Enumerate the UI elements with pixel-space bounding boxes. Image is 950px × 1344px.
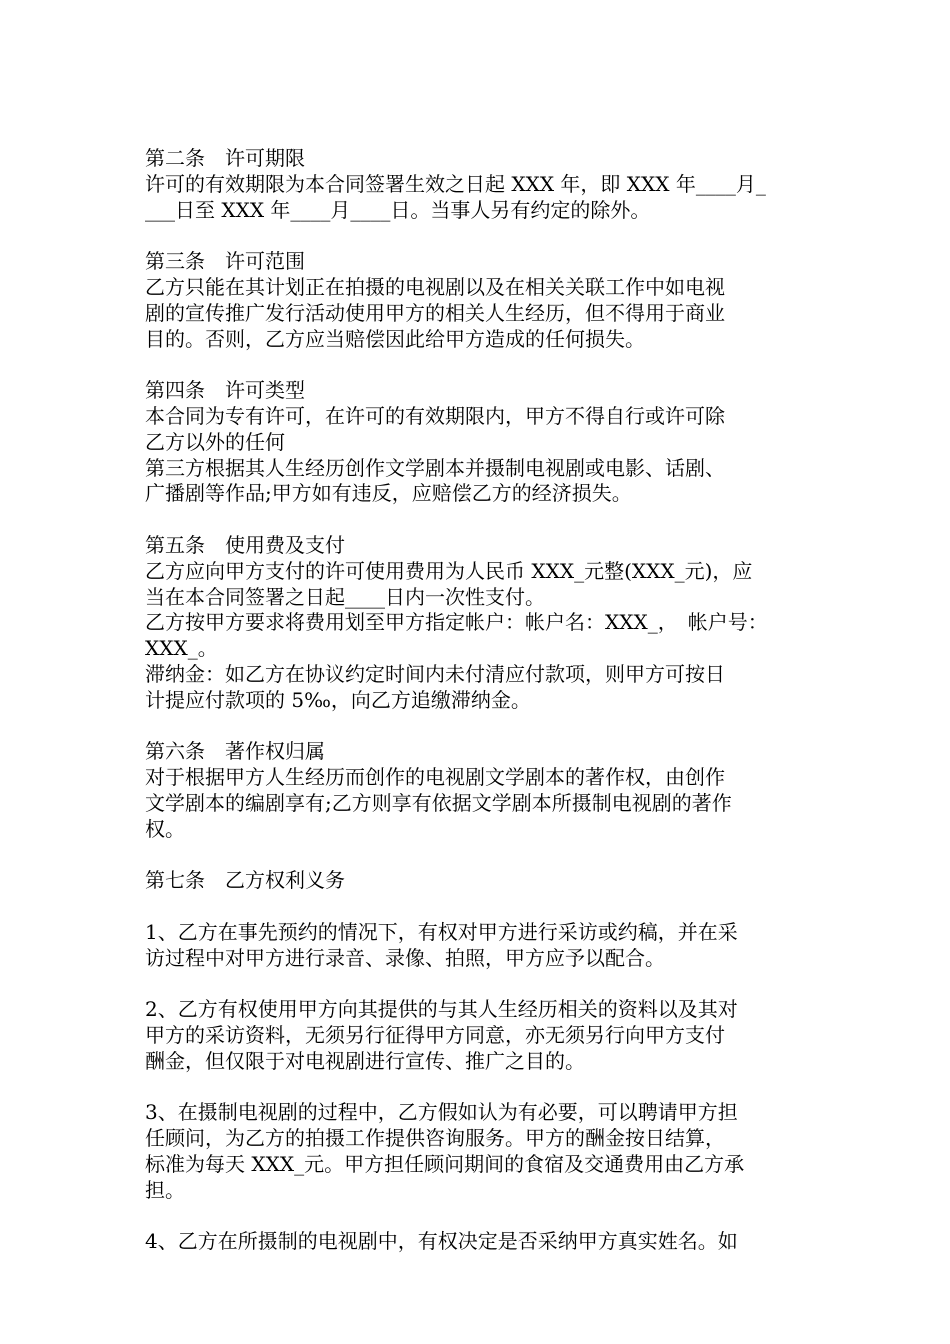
text-line: 甲方的采访资料，无须另行征得甲方同意，亦无须另行向甲方支付 <box>145 1023 725 1048</box>
text-line: 3、在摄制电视剧的过程中，乙方假如认为有必要，可以聘请甲方担 <box>145 1100 738 1125</box>
text-line: 计提应付款项的 5‰，向乙方追缴滞纳金。 <box>145 687 531 712</box>
document-body <box>145 146 815 1255</box>
text-line: 任顾问，为乙方的拍摄工作提供咨询服务。甲方的酬金按日结算， <box>145 1126 725 1151</box>
text-line: 4、乙方在所摄制的电视剧中，有权决定是否采纳甲方真实姓名。如 <box>145 1229 738 1254</box>
text-line: 权。 <box>145 816 185 841</box>
text-line: 酬金，但仅限于对电视剧进行宣传、推广之目的。 <box>145 1048 585 1073</box>
text-line: 1、乙方在事先预约的情况下，有权对甲方进行采访或约稿，并在采 <box>145 919 738 944</box>
text-line: 第五条 使用费及支付 <box>145 532 345 557</box>
text-line: 第三方根据其人生经历创作文学剧本并摄制电视剧或电影、话剧、 <box>145 455 725 480</box>
text-line: 对于根据甲方人生经历而创作的电视剧文学剧本的著作权，由创作 <box>145 765 725 790</box>
text-line: 访过程中对甲方进行录音、录像、拍照，甲方应予以配合。 <box>145 945 665 970</box>
text-line: 乙方只能在其计划正在拍摄的电视剧以及在相关关联工作中如电视 <box>145 274 725 299</box>
text-line: 第六条 著作权归属 <box>145 739 325 764</box>
text-line: 第二条 许可期限 <box>145 146 305 170</box>
text-line: 广播剧等作品;甲方如有违反，应赔偿乙方的经济损失。 <box>145 481 632 506</box>
text-line: 乙方以外的任何 <box>145 429 285 454</box>
text-line: 2、乙方有权使用甲方向其提供的与其人生经历相关的资料以及其对 <box>145 997 738 1022</box>
blank-line <box>145 894 815 920</box>
text-line: 乙方按甲方要求将费用划至甲方指定帐户：帐户名：XXX_， 帐户号： <box>145 610 768 635</box>
text-line: 第四条 许可类型 <box>145 378 305 403</box>
text-line: 担。 <box>145 1177 185 1202</box>
blank-line <box>145 507 815 533</box>
text-line: 乙方应向甲方支付的许可使用费用为人民币 XXX_元整(XXX_元)，应 <box>145 558 753 583</box>
text-line: 第七条 乙方权利义务 <box>145 868 345 893</box>
text-line: 目的。否则，乙方应当赔偿因此给甲方造成的任何损失。 <box>145 326 645 351</box>
blank-line <box>145 714 815 740</box>
text-line: 当在本合同签署之日起____日内一次性支付。 <box>145 584 545 609</box>
text-line: 本合同为专有许可，在许可的有效期限内，甲方不得自行或许可除 <box>145 403 725 428</box>
text-line: ___日至 XXX 年____月____日。当事人另有约定的除外。 <box>145 197 651 222</box>
blank-line <box>145 223 815 249</box>
text-line: 文学剧本的编剧享有;乙方则享有依据文学剧本所摄制电视剧的著作 <box>145 790 732 815</box>
text-line: 许可的有效期限为本合同签署生效之日起 XXX 年，即 XXX 年____月_ <box>145 171 766 196</box>
text-line: 标准为每天 XXX_元。甲方担任顾问期间的食宿及交通费用由乙方承 <box>145 1152 745 1177</box>
blank-line <box>145 972 815 998</box>
blank-line <box>145 352 815 378</box>
blank-line <box>145 1204 815 1230</box>
text-line: 剧的宣传推广发行活动使用甲方的相关人生经历，但不得用于商业 <box>145 300 725 325</box>
text-line: 第三条 许可范围 <box>145 249 305 274</box>
blank-line <box>145 843 815 869</box>
blank-line <box>145 1075 815 1101</box>
text-line: XXX_。 <box>145 636 218 661</box>
text-line: 滞纳金：如乙方在协议约定时间内未付清应付款项，则甲方可按日 <box>145 661 725 686</box>
